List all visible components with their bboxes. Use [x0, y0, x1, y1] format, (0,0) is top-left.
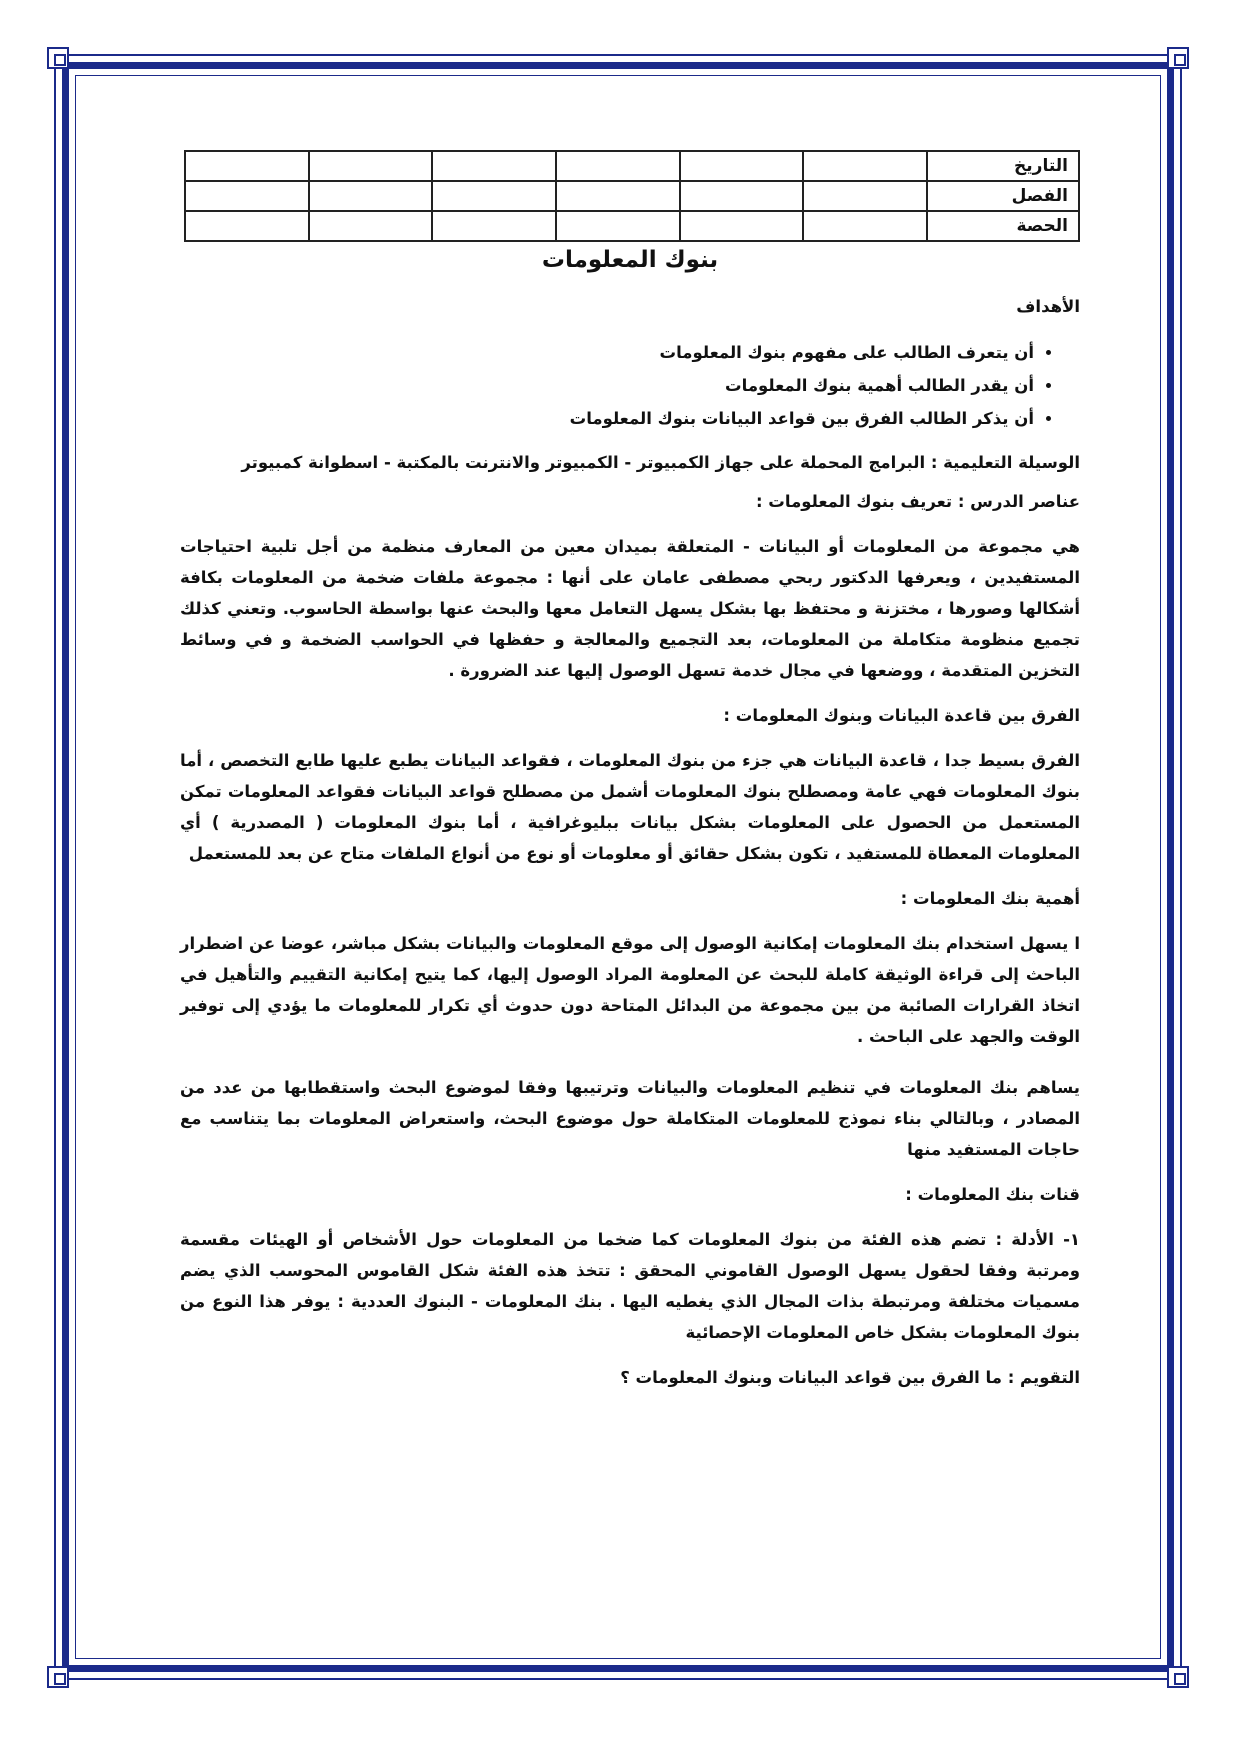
- table-cell: [432, 151, 556, 181]
- definition-paragraph: هي مجموعة من المعلومات أو البيانات - المتعلقة بميدان معين من المعارف منظمة من أجل تلبية احتياجات المستفيدين ، ويعرفها الدكتور ربحي مصطفى عامان على أنها : مجموعة ملفات ضخمة من المعلومات بكافة أشكالها وصورها ، مختزنة و محتفظ بها بشكل يسهل التعامل معها والبحث عنها بواسطة الحاسوب. وتعني كذلك تجميع منظومة متكاملة من المعلومات، بعد التجميع والمعالجة و حفظها في الحواسب الضخمة و في وسائط التخزين المتقدمة ، ووضعها في مجال خدمة تسهل الوصول إليها عند الضرورة .: [180, 537, 1080, 680]
- table-cell: [680, 181, 804, 211]
- table-cell: [556, 151, 680, 181]
- list-item: • أن يذكر الطالب الفرق بين قواعد البيانات بنوك المعلومات: [180, 402, 1034, 435]
- table-row: [185, 181, 1079, 211]
- table-cell: [680, 211, 804, 241]
- document-page: [180, 150, 1080, 1407]
- table-cell: [432, 181, 556, 211]
- corner-ornament-bottom-right: [1167, 1666, 1189, 1688]
- table-cell: [309, 151, 433, 181]
- channels-paragraph: ١- الأدلة : تضم هذه الفئة من بنوك المعلومات كما ضخما من المعلومات حول الأشخاص أو الهيئات مقسمة ومرتبة وفقا لحقول يسهل الوصول القاموني المحقق : تتخذ هذه الفئة شكل القاموس المحوسب الذي يضم مسميات مختلفة ومرتبطة بذات المجال الذي يغطيه اليها . بنك المعلومات - البنوك العددية : يوفر هذا النوع من بنوك المعلومات بشكل خاص المعلومات الإحصائية: [180, 1230, 1080, 1342]
- table-cell: [556, 181, 680, 211]
- table-row: [185, 151, 1079, 181]
- list-item: • أن يتعرف الطالب على مفهوم بنوك المعلومات: [180, 336, 1034, 369]
- table-cell: [432, 211, 556, 241]
- table-cell: [803, 211, 927, 241]
- importance-paragraph-1: ا يسهل استخدام بنك المعلومات إمكانية الوصول إلى موقع المعلومات والبيانات بشكل مباشر، عوضا عن اضطرار الباحث إلى قراءة الوثيقة كاملة للبحث عن المعلومة المراد الوصول إليها، كما يتيح إمكانية التقييم والتأهيل في اتخاذ القرارات الصائبة من بين مجموعة من البدائل المتاحة دون حدوث أي تكرار للمعلومات ما يؤدي إلى توفير الوقت والجهد على الباحث .: [180, 934, 1080, 1046]
- objectives-heading: الأهداف: [1016, 297, 1080, 316]
- teaching-aid: الوسيلة التعليمية : البرامج المحملة على جهاز الكمبيوتر - الكمبيوتر والانترنت بالمكتبة - اسطوانة كمبيوتر: [241, 453, 1080, 472]
- importance-paragraph-2: يساهم بنك المعلومات في تنظيم المعلومات والبيانات وترتيبها وفقا لموضوع البحث واستقطابها من عدد من المصادر ، وبالتالي بناء نموذج للمعلومات المتكاملة حول موضوع البحث، واستعراض المعلومات بما يتناسب مع حاجات المستفيد منها: [180, 1078, 1080, 1159]
- table-cell: [309, 181, 433, 211]
- page-title: بنوك المعلومات: [541, 247, 719, 273]
- table-cell: [185, 181, 309, 211]
- list-item: • أن يقدر الطالب أهمية بنوك المعلومات: [180, 369, 1034, 402]
- table-label-date: التاريخ: [927, 151, 1079, 181]
- difference-paragraph: الفرق بسيط جدا ، قاعدة البيانات هي جزء من بنوك المعلومات ، فقواعد البيانات يطبع عليها طابع التخصص ، أما بنوك المعلومات فهي عامة ومصطلح بنوك المعلومات أشمل من مصطلح قواعد البيانات فقواعد المعلومات تمكن المستعمل من الحصول على المعلومات بشكل بيانات ببليوغرافية ، أما بنوك المعلومات ( المصدرية ) أي المعلومات المعطاة للمستفيد ، تكون بشكل حقائق أو معلومات أو نوع من أنواع الملفات متاح عن بعد للمستعمل: [180, 751, 1080, 863]
- table-cell: [185, 211, 309, 241]
- channels-heading: قنات بنك المعلومات :: [905, 1185, 1080, 1204]
- corner-ornament-bottom-left: [47, 1666, 69, 1688]
- evaluation-question: التقويم : ما الفرق بين قواعد البيانات وبنوك المعلومات ؟: [620, 1368, 1080, 1387]
- table-row: [185, 211, 1079, 241]
- table-cell: [309, 211, 433, 241]
- corner-ornament-top-left: [47, 47, 69, 69]
- table-cell: [556, 211, 680, 241]
- table-cell: [680, 151, 804, 181]
- lesson-info-table: [184, 150, 1080, 242]
- difference-heading: الفرق بين قاعدة البيانات وبنوك المعلومات :: [723, 706, 1080, 725]
- importance-heading: أهمية بنك المعلومات :: [900, 889, 1080, 908]
- lesson-elements: عناصر الدرس : تعريف بنوك المعلومات :: [755, 492, 1080, 511]
- table-cell: [185, 151, 309, 181]
- objectives-list: [180, 336, 1080, 435]
- table-cell: [803, 151, 927, 181]
- table-cell: [803, 181, 927, 211]
- table-label-class: الفصل: [927, 181, 1079, 211]
- corner-ornament-top-right: [1167, 47, 1189, 69]
- table-label-period: الحصة: [927, 211, 1079, 241]
